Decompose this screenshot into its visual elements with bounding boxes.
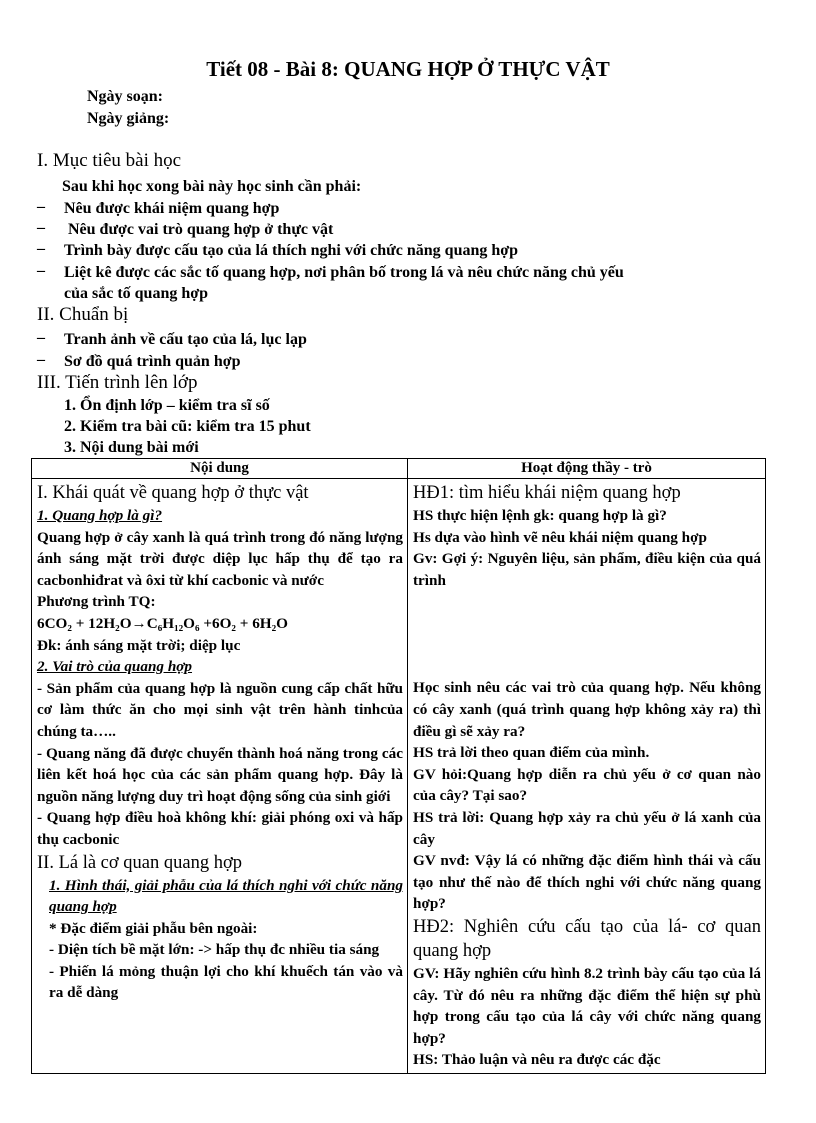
- procedure-item: 3. Nội dung bài mới: [64, 439, 199, 456]
- content-paragraph: - Diện tích bề mặt lớn: -> hấp thụ đc nhiều tia sáng: [49, 941, 380, 959]
- content-line: * Đặc điểm giải phẫu bên ngoài:: [49, 919, 258, 937]
- section1-heading: I. Mục tiêu bài học: [37, 150, 182, 171]
- activity-line: GV hỏi:Quang hợp diễn ra chủ yếu ở cơ quan nào của cây? Tại sao?: [413, 765, 761, 805]
- procedure-item: 2. Kiểm tra bài cũ: kiểm tra 15 phut: [64, 418, 311, 435]
- preparation-date: Ngày soạn:: [87, 88, 164, 105]
- section1-intro: Sau khi học xong bài này học sinh cần phải:: [62, 178, 362, 195]
- dash: –: [37, 329, 45, 346]
- lesson-title: Tiết 08 - Bài 8: QUANG HỢP Ở THỰC VẬT: [206, 57, 610, 81]
- content-section2-heading: II. Lá là cơ quan quang hợp: [37, 852, 243, 873]
- spacer: [413, 591, 761, 677]
- objective-item: Nêu được vai trò quang hợp ở thực vật: [64, 221, 334, 238]
- content-paragraph: - Sản phẩm của quang hợp là nguồn cung cấp chất hữu cơ làm thức ăn cho mọi sinh vật trên hành tinhcủa chúng ta…..: [37, 679, 403, 740]
- activity-line: GV: Hãy nghiên cứu hình 8.2 trình bày cấu tạo của lá cây. Từ đó nêu ra những đặc điểm thể hiện sự phù hợp trong cấu tạo của lá cây với chức năng quang hợp?: [413, 964, 761, 1047]
- activity-hd2-heading: HĐ2: Nghiên cứu cấu tạo của lá- cơ quan quang hợp: [413, 916, 761, 961]
- activity-line: Gv: Gợi ý: Nguyên liệu, sản phẩm, điều kiện của quá trình: [413, 550, 761, 589]
- column-header-activity: Hoạt động thầy - trò: [408, 459, 766, 479]
- column-header-content: Nội dung: [32, 459, 408, 479]
- objective-item: Nêu được khái niệm quang hợp: [64, 200, 280, 217]
- objective-item: Liệt kê được các sắc tố quang hợp, nơi phân bố trong lá và nêu chức năng chủ yếu: [64, 264, 624, 281]
- dash: –: [37, 262, 45, 279]
- activity-line: HS thực hiện lệnh gk: quang hợp là gì?: [413, 507, 667, 524]
- content-subheading: 1. Quang hợp là gì?: [37, 507, 163, 524]
- content-paragraph: - Quang năng đã được chuyển thành hoá năng trong các liên kết hoá học của các sản phẩm quang hợp. Đây là nguồn năng lượng duy trì hoạt động sống của sinh giới: [37, 744, 403, 805]
- dash: –: [37, 198, 45, 215]
- dash: –: [37, 240, 45, 257]
- prep-item: Tranh ảnh về cấu tạo của lá, lục lạp: [64, 331, 307, 348]
- content-paragraph: - Quang hợp điều hoà không khí: giải phóng oxi và hấp thụ cacbonic: [37, 809, 403, 848]
- content-subheading: 1. Hình thái, giải phẫu của lá thích nghi với chức năng quang hợp: [49, 876, 403, 916]
- section2-heading: II. Chuẩn bị: [37, 304, 129, 325]
- objective-item-cont: của sắc tố quang hợp: [64, 285, 209, 302]
- content-paragraph: Quang hợp ở cây xanh là quá trình trong đó năng lượng ánh sáng mặt trời được diệp lục hấp thụ để tạo ra cacbonhiđrat và ôxi từ khí cacbonic và nước: [37, 528, 403, 589]
- content-paragraph: - Phiến lá mỏng thuận lợi cho khí khuếch tán vào và ra dễ dàng: [49, 962, 403, 1002]
- objective-item: Trình bày được cấu tạo của lá thích nghi với chức năng quang hợp: [64, 242, 519, 259]
- dash: –: [37, 351, 45, 368]
- dash: –: [37, 219, 45, 236]
- content-cell: [32, 479, 408, 1074]
- activity-line: Hs dựa vào hình vẽ nêu khái niệm quang hợp: [413, 528, 707, 546]
- prep-item: Sơ đồ quá trình quản hợp: [64, 353, 241, 370]
- teaching-date: Ngày giảng:: [87, 110, 170, 127]
- content-line: Đk: ánh sáng mặt trời; diệp lục: [37, 636, 241, 654]
- activity-cell: [408, 479, 766, 1074]
- activity-line: HS: Thảo luận và nêu ra được các đặc: [413, 1051, 661, 1069]
- activity-line: GV nvđ: Vậy lá có những đặc điểm hình thái và cấu tạo như thế nào để thích nghi với chức năng quang hợp?: [413, 852, 761, 913]
- procedure-item: 1. Ổn định lớp – kiểm tra sĩ số: [64, 397, 270, 414]
- section3-heading: III. Tiến trình lên lớp: [37, 372, 198, 393]
- photosynthesis-equation: 6CO₂ + 12H₂O→C₆H₁₂O₆ +6O₂ + 6H₂O: [37, 614, 288, 632]
- activity-hd1-heading: HĐ1: tìm hiểu khái niệm quang hợp: [413, 483, 681, 503]
- activity-line: HS trả lời theo quan điểm của mình.: [413, 744, 650, 762]
- content-line: Phương trình TQ:: [37, 593, 156, 611]
- lesson-table: [31, 458, 766, 1074]
- content-section1-heading: I. Khái quát về quang hợp ở thực vật: [37, 483, 309, 503]
- activity-line: Học sinh nêu các vai trò của quang hợp. Nếu không có cây xanh (quá trình quang hợp không xảy ra) thì điều gì sẽ xảy ra?: [413, 679, 761, 740]
- activity-line: HS trả lời: Quang hợp xảy ra chủ yếu ở lá xanh của cây: [413, 808, 761, 848]
- content-subheading: 2. Vai trò của quang hợp: [37, 658, 193, 676]
